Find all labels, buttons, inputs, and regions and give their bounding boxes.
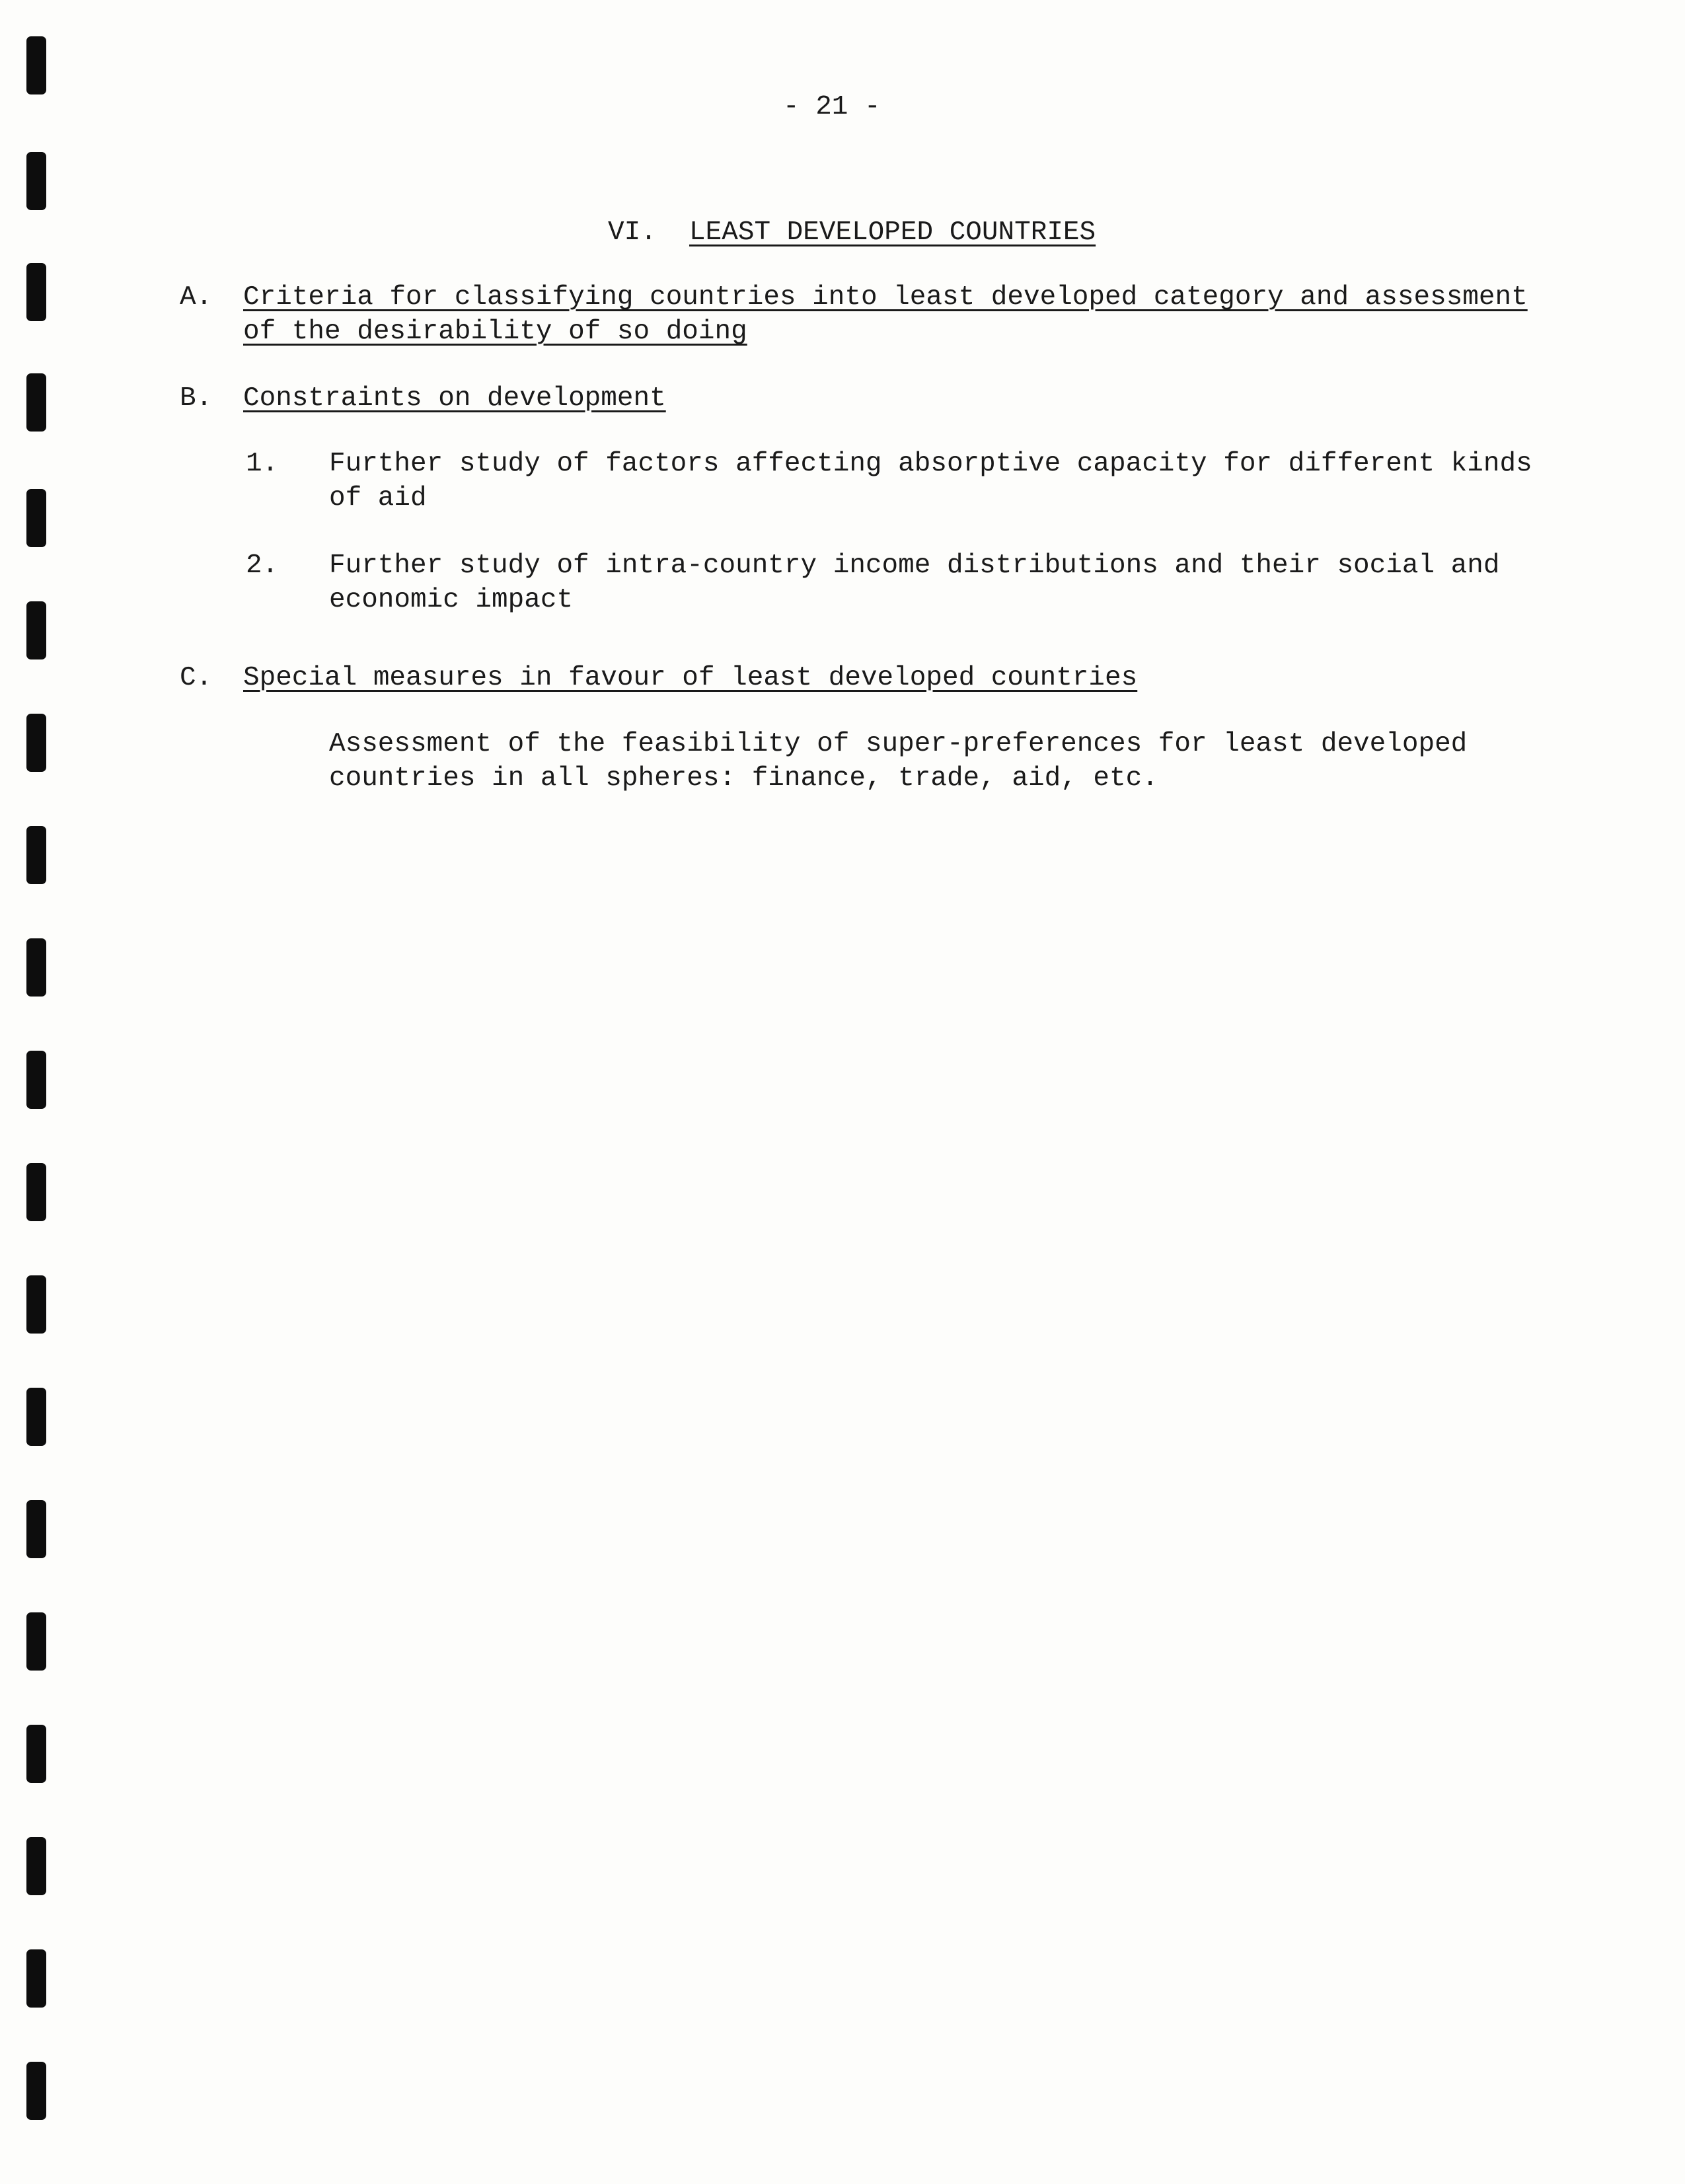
binding-hole [26, 1163, 46, 1221]
binding-hole [26, 826, 46, 884]
binding-hole [26, 1388, 46, 1446]
binding-hole [26, 2062, 46, 2120]
item-a-heading-line-1: Criteria for classifying countries into least developed category and assessment [243, 282, 1528, 313]
binding-hole [26, 714, 46, 772]
item-c-body-line-1: Assessment of the feasibility of super-preferences for least developed [329, 729, 1468, 759]
binding-hole [26, 1725, 46, 1783]
binding-hole [26, 1837, 46, 1895]
subitem-1-number: 1. [246, 449, 279, 479]
item-c-body-line-2: countries in all spheres: finance, trade, aid, etc. [329, 763, 1158, 794]
item-c-letter: C. [180, 663, 213, 693]
binding-hole [26, 938, 46, 997]
subitem-1-line-1: Further study of factors affecting absorptive capacity for different kinds [329, 449, 1532, 479]
subitem-2-line-1: Further study of intra-country income distributions and their social and [329, 550, 1500, 581]
binding-hole [26, 1612, 46, 1671]
subitem-2-line-2: economic impact [329, 585, 574, 615]
section-numeral: VI. [608, 217, 657, 248]
binding-hole [26, 36, 46, 94]
item-a-letter: A. [180, 282, 213, 313]
binding-hole [26, 601, 46, 659]
binding-hole [26, 1500, 46, 1558]
binding-hole [26, 1949, 46, 2008]
item-a-heading-line-2: of the desirability of so doing [243, 317, 747, 347]
subitem-1-line-2: of aid [329, 483, 427, 513]
binding-hole [26, 1051, 46, 1109]
binding-hole [26, 489, 46, 547]
subitem-2-number: 2. [246, 550, 279, 581]
binding-hole [26, 263, 46, 321]
page-number: - 21 - [783, 92, 881, 122]
binding-hole [26, 152, 46, 210]
item-b-letter: B. [180, 383, 213, 414]
section-title: LEAST DEVELOPED COUNTRIES [689, 217, 1096, 248]
binding-hole [26, 373, 46, 432]
item-c-heading: Special measures in favour of least developed countries [243, 663, 1138, 693]
item-b-heading: Constraints on development [243, 383, 666, 414]
section-heading [608, 215, 1096, 250]
binding-hole [26, 1275, 46, 1334]
